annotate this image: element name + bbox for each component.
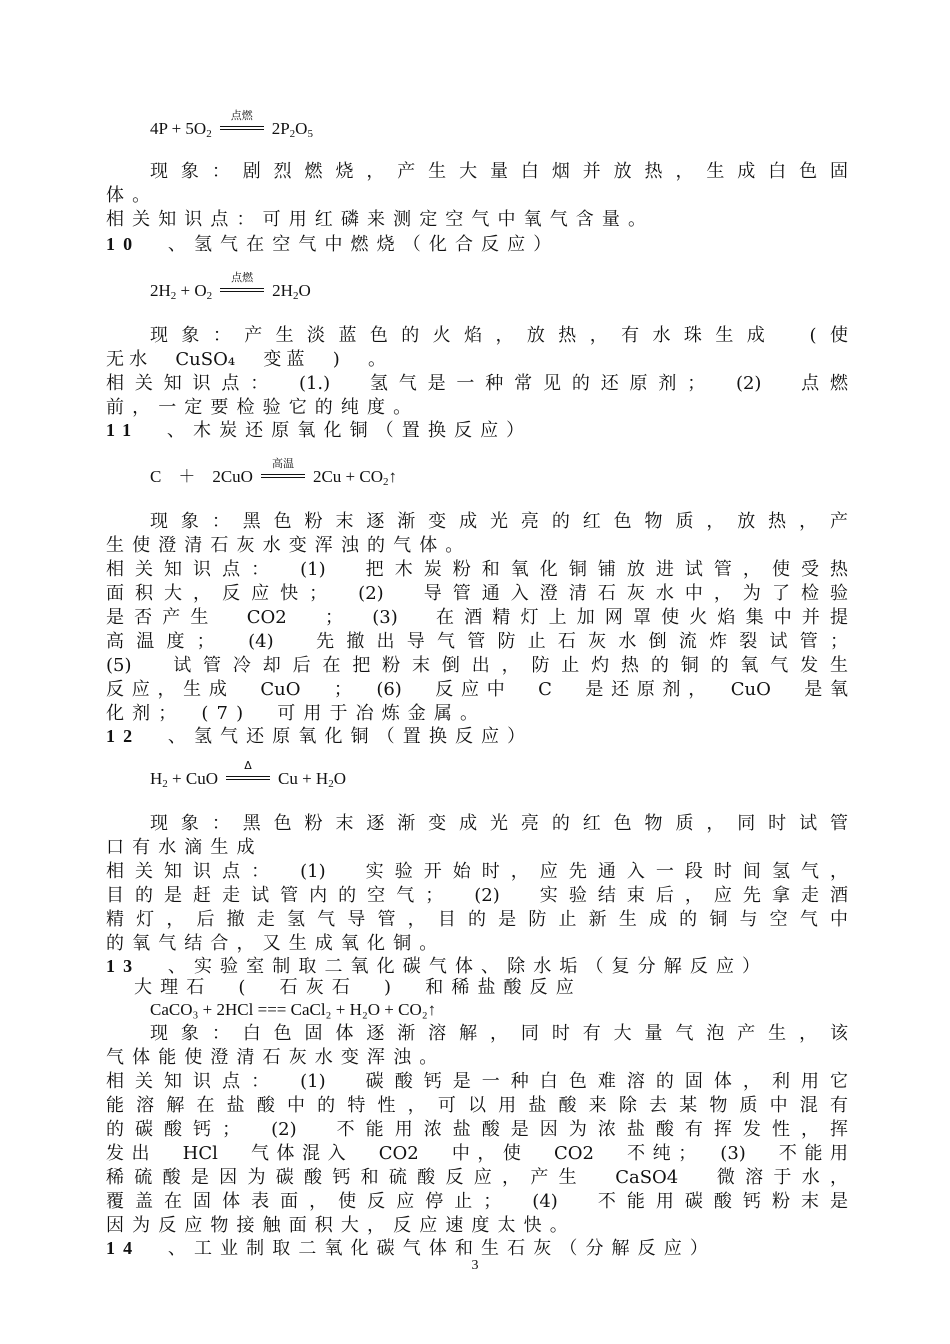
- equation-reactant: + CuO: [167, 769, 218, 788]
- equation-reactant: 2H: [150, 281, 171, 300]
- equation-reactants: 4P + 5O: [150, 119, 207, 138]
- equation-caco3-hcl: CaCO₃ + 2HCl === CaCl₂ + H₂O + CO₂↑: [150, 1000, 437, 1019]
- knowledge-line: 高温度； (4) 先撤出导气管防止石灰水倒流炸裂试管；: [106, 631, 848, 652]
- knowledge-line: 是否产生 CO2 ； (3) 在酒精灯上加网罩使火焰集中并提: [106, 607, 848, 628]
- equation-phosphorus: $4P + 5O_2$ 点燃 $2P_2O_5$: [150, 109, 313, 140]
- knowledge-line: 精灯，后撤走氢气导管，目的是防止新生成的铜与空气中: [106, 909, 848, 930]
- knowledge-line: 发出 HCl 气体混入 CO2 中，使 CO2 不纯； (3) 不能用: [106, 1143, 848, 1164]
- phenomenon-line: 现象：黑色粉末逐渐变成光亮的红色物质，同时试管: [150, 813, 848, 834]
- section-heading-12: [106, 724, 848, 749]
- equation-reactant: + O: [176, 281, 207, 300]
- condition-label: 点燃: [231, 271, 254, 284]
- equation-products: 2Cu + CO: [312, 467, 384, 486]
- knowledge-line: 相关知识点： (1.) 氢气是一种常见的还原剂； (2) 点燃: [106, 373, 848, 394]
- phenomenon-line: 口有水滴生成: [106, 837, 263, 858]
- page-number: 3: [471, 1258, 479, 1273]
- knowledge-line: 相关知识点：可用红磷来测定空气中氧气含量。: [106, 209, 655, 230]
- knowledge-line: 相关知识点： (1) 把木炭粉和氧化铜铺放进试管，使受热: [106, 559, 848, 580]
- equation-products: 2P: [271, 119, 290, 138]
- section-title: 、氢气在空气中燃烧（化合反应）: [167, 234, 560, 255]
- section-heading-10: [106, 232, 848, 257]
- knowledge-line: 的碳酸钙； (2) 不能用浓盐酸是因为浓盐酸有挥发性，挥: [106, 1119, 848, 1140]
- section-title: 、氢气还原氧化铜（置换反应）: [167, 726, 534, 747]
- knowledge-line: 相关知识点： (1) 碳酸钙是一种白色难溶的固体，利用它: [106, 1071, 848, 1092]
- section-subtitle: 大理石 ( 石灰石 ) 和稀盐酸反应: [134, 977, 582, 998]
- section-number: 13: [106, 956, 141, 976]
- gas-arrow: ↑: [388, 467, 398, 486]
- equation-hydrogen-combustion: $2H_2 + O_2$ 点燃 $2H_2O$: [150, 271, 311, 302]
- phenomenon-line: 气体能使澄清石灰水变浑浊。: [106, 1047, 446, 1068]
- condition-label: 高温: [271, 457, 294, 470]
- phenomenon-line: 现象：白色固体逐渐溶解，同时有大量气泡产生，该: [150, 1023, 848, 1044]
- section-title: 、实验室制取二氧化碳气体、除水垢（复分解反应）: [167, 956, 769, 977]
- knowledge-line: 面积大，反应快； (2) 导管通入澄清石灰水中，为了检验: [106, 583, 848, 604]
- phenomenon-line: 无水 CuSO₄ 变蓝 ) 。: [106, 349, 386, 370]
- equation-hydrogen-reduction: $H_2$ + CuO Δ $Cu + H_2O$: [150, 759, 346, 790]
- knowledge-line: 相关知识点： (1) 实验开始时，应先通入一段时间氢气，: [106, 861, 848, 882]
- knowledge-line: 因为反应物接触面积大，反应速度太快。: [106, 1215, 576, 1236]
- condition-label: 点燃: [230, 109, 253, 122]
- section-number: 12: [106, 726, 141, 746]
- equation-reactants: C ＋ 2CuO: [150, 467, 253, 486]
- section-heading-11: [106, 418, 848, 443]
- phenomenon-line: 现象：产生淡蓝色的火焰，放热，有水珠生成 (使: [150, 325, 848, 346]
- reaction-condition: [220, 109, 264, 134]
- knowledge-line: (5) 试管冷却后在把粉末倒出，防止灼热的铜的氧气发生: [106, 655, 848, 676]
- equation-products: 2H: [272, 281, 293, 300]
- section-title: 、木炭还原氧化铜（置换反应）: [166, 420, 533, 441]
- section-number: 14: [106, 1238, 141, 1258]
- phenomenon-line: 生使澄清石灰水变浑浊的气体。: [106, 535, 472, 556]
- knowledge-line: 覆盖在固体表面，使反应停止； (4) 不能用碳酸钙粉末是: [106, 1191, 848, 1212]
- equation-product-tail: O: [333, 769, 346, 788]
- equation-carbon-reduction: C ＋ 2CuO 高温 $2Cu + CO_2↑$: [150, 457, 398, 488]
- reaction-condition: [220, 271, 264, 296]
- phenomenon-line: 现象：剧烈燃烧，产生大量白烟并放热，生成白色固: [150, 161, 848, 182]
- knowledge-line: 反应，生成 CuO ； (6) 反应中 C 是还原剂， CuO 是氧: [106, 679, 848, 700]
- knowledge-line: 能溶解在盐酸中的特性，可以用盐酸来除去某物质中混有: [106, 1095, 848, 1116]
- reaction-condition: [261, 457, 305, 482]
- knowledge-line: 的氧气结合，又生成氧化铜。: [106, 933, 446, 954]
- knowledge-line: 目的是赶走试管内的空气； (2) 实验结束后，应先拿走酒: [106, 885, 848, 906]
- phenomenon-line: 现象：黑色粉末逐渐变成光亮的红色物质，放热，产: [150, 511, 848, 532]
- section-title: 、工业制取二氧化碳气体和生石灰（分解反应）: [167, 1238, 716, 1259]
- knowledge-line: 稀硫酸是因为碳酸钙和硫酸反应，产生 CaSO4 微溶于水，: [106, 1167, 848, 1188]
- section-number: 10: [106, 234, 141, 254]
- knowledge-line: 前，一定要检验它的纯度。: [106, 397, 420, 418]
- section-number: 11: [106, 420, 140, 440]
- equation-reactant: H: [150, 769, 163, 788]
- phenomenon-line: 体。: [106, 185, 159, 206]
- knowledge-line: 化剂； (7) 可用于冶炼金属。: [106, 703, 487, 724]
- reaction-condition: [226, 759, 270, 784]
- equation-products: Cu + H: [277, 769, 329, 788]
- condition-label: Δ: [244, 759, 252, 772]
